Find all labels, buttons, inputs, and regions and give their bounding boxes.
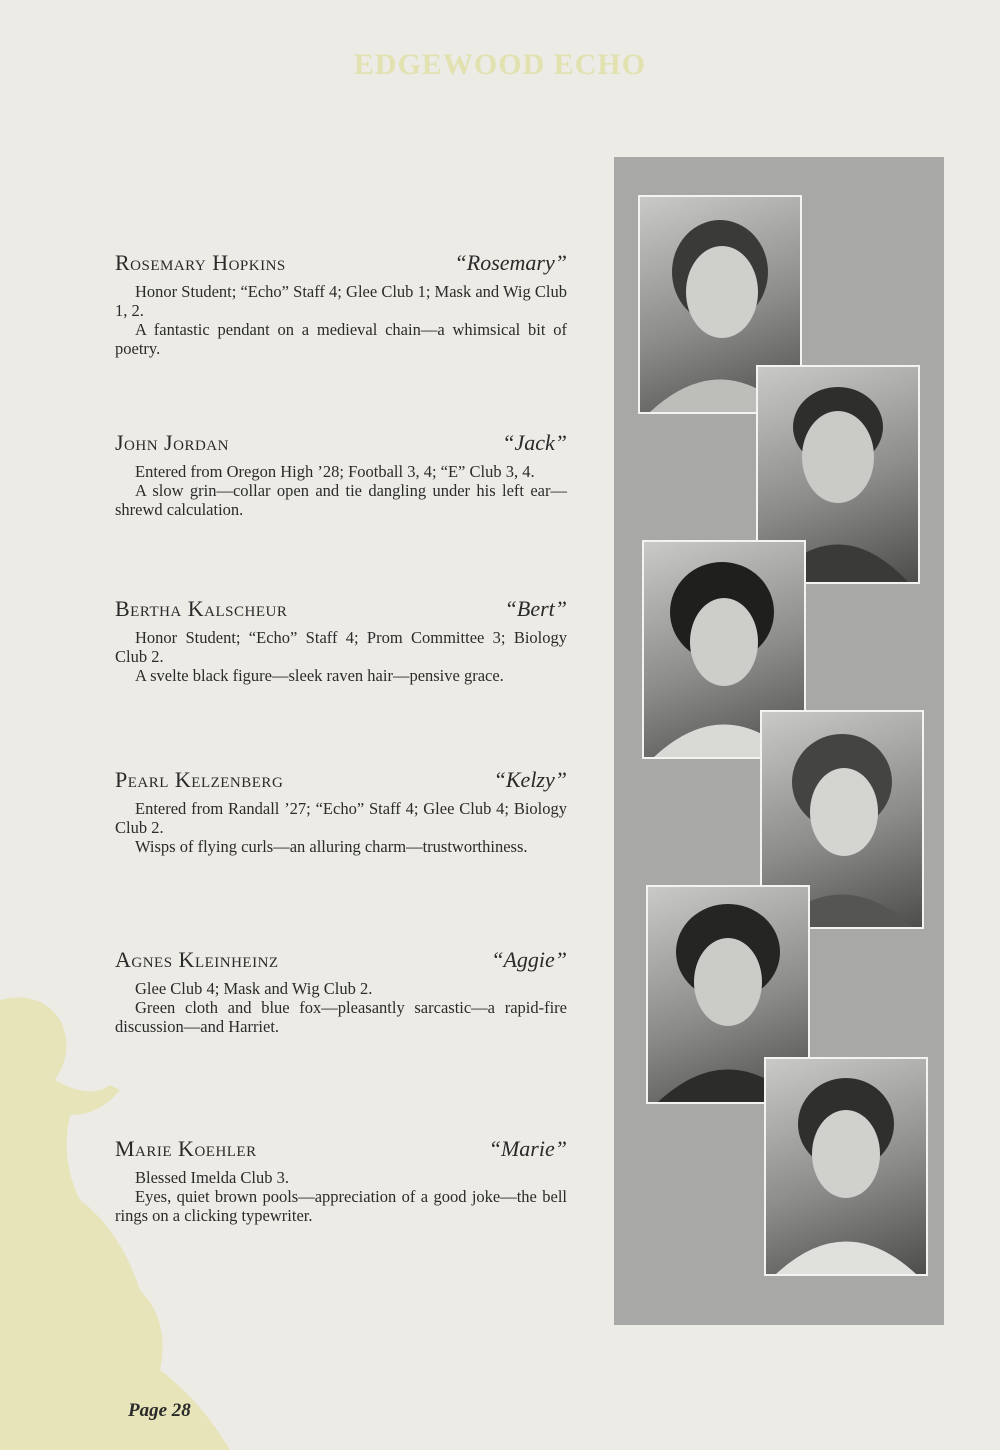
photo-strip	[614, 157, 944, 1325]
student-description: Eyes, quiet brown pools—appreciation of a good joke—the bell rings on a clicking typewriter.	[115, 1187, 567, 1225]
student-nickname: “Rosemary”	[454, 250, 567, 275]
student-activities: Glee Club 4; Mask and Wig Club 2.	[135, 979, 373, 998]
student-description: Green cloth and blue fox—pleasantly sarcastic—a rapid-fire discussion—and Harriet.	[115, 998, 567, 1036]
student-nickname: “Jack”	[502, 430, 567, 455]
student-activities: Entered from Randall ’27; “Echo” Staff 4; Glee Club 4; Biology Club 2.	[115, 799, 567, 837]
page-number: Page 28	[128, 1400, 191, 1421]
student-name: Marie Koehler	[115, 1136, 257, 1161]
student-name: Agnes Kleinheinz	[115, 947, 279, 972]
faun-illustration	[0, 990, 230, 1450]
student-name: Pearl Kelzenberg	[115, 767, 284, 792]
student-nickname: “Kelzy”	[493, 767, 567, 792]
student-name: Bertha Kalscheur	[115, 596, 288, 621]
student-nickname: “Aggie”	[491, 947, 567, 972]
student-entry	[115, 430, 567, 519]
student-entry	[115, 250, 567, 358]
student-description: A svelte black figure—sleek raven hair—pensive grace.	[135, 666, 504, 685]
student-name: Rosemary Hopkins	[115, 250, 286, 275]
student-name: John Jordan	[115, 430, 229, 455]
student-description: A slow grin—collar open and tie dangling under his left ear—shrewd calculation.	[115, 481, 567, 519]
student-description: A fantastic pendant on a medieval chain—a whimsical bit of poetry.	[115, 320, 567, 358]
student-activities: Blessed Imelda Club 3.	[135, 1168, 289, 1187]
student-entry	[115, 596, 567, 685]
student-nickname: “Bert”	[504, 596, 567, 621]
portrait-photo	[764, 1057, 928, 1276]
student-activities: Honor Student; “Echo” Staff 4; Prom Committee 3; Biology Club 2.	[115, 628, 567, 666]
student-description: Wisps of flying curls—an alluring charm—trustworthiness.	[135, 837, 528, 856]
student-activities: Honor Student; “Echo” Staff 4; Glee Club 1; Mask and Wig Club 1, 2.	[115, 282, 567, 320]
student-nickname: “Marie”	[488, 1136, 567, 1161]
student-activities: Entered from Oregon High ’28; Football 3, 4; “E” Club 3, 4.	[135, 462, 535, 481]
page-title: EDGEWOOD ECHO	[353, 48, 647, 81]
student-entry	[115, 767, 567, 856]
